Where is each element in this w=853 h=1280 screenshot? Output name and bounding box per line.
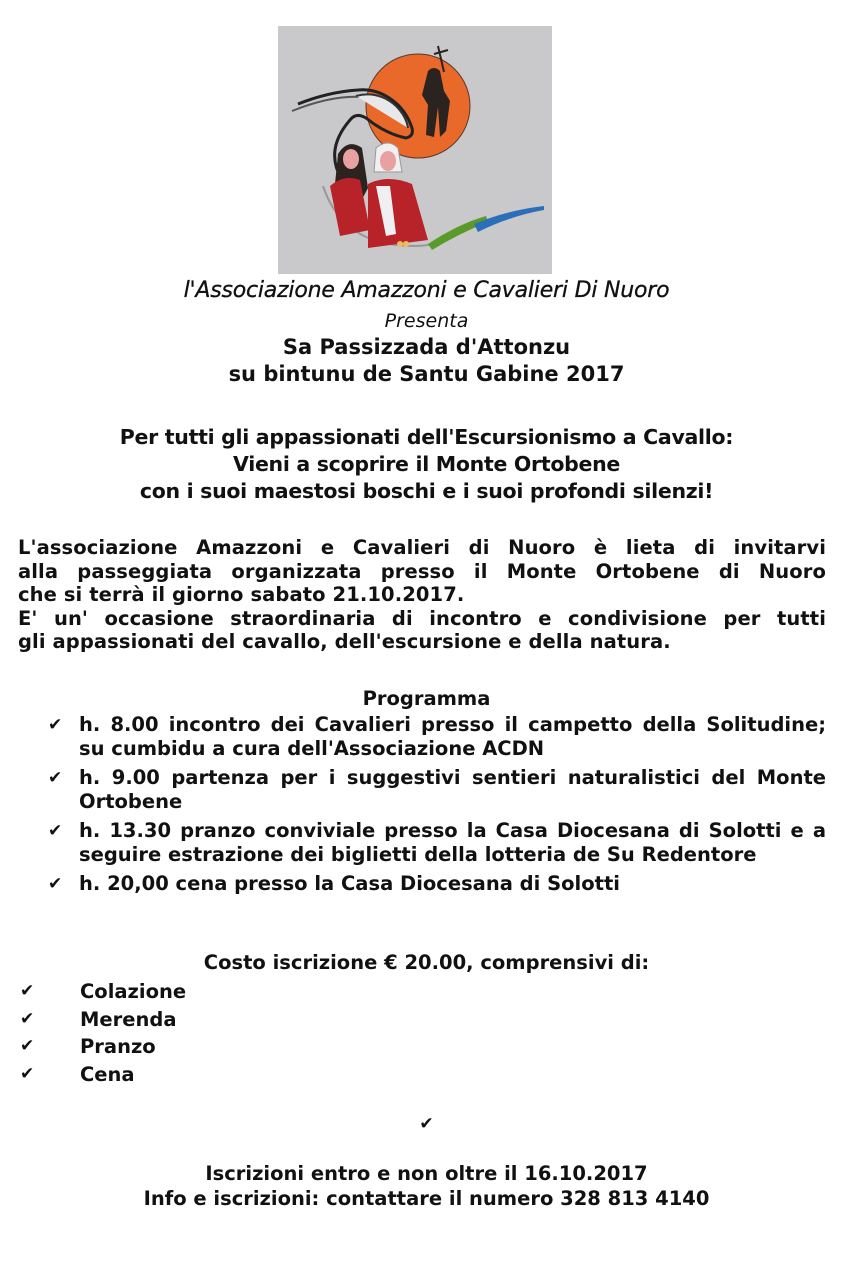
tagline-line1: Per tutti gli appassionati dell'Escursionismo a Cavallo:	[119, 425, 734, 449]
included-item-text: Merenda	[80, 1007, 177, 1031]
horse-rider-logo-icon	[278, 26, 552, 274]
included-item	[18, 1033, 186, 1061]
cost-title: Costo iscrizione € 20.00, comprensivi di:	[203, 951, 650, 974]
association-logo	[278, 26, 552, 274]
event-title	[0, 334, 853, 388]
checkmark-icon: ✔	[20, 981, 35, 1001]
included-item-text: Cena	[80, 1062, 135, 1086]
programma-item-text: h. 8.00 incontro dei Cavalieri presso il campetto della Solitudine; su cumbidu a cura dell'Associazione ACDN	[79, 713, 826, 760]
contact-info: Info e iscrizioni: contattare il numero 328 813 4140	[143, 1187, 710, 1210]
presenta-label: Presenta	[384, 310, 469, 332]
programma-item	[44, 872, 826, 896]
included-item-text: Pranzo	[80, 1035, 156, 1058]
intro-line: alla passeggiata organizzata presso il Monte Ortobene di Nuoro	[18, 559, 826, 583]
programma-title: Programma	[362, 687, 491, 710]
included-item	[18, 1006, 186, 1034]
checkmark-icon: ✔	[20, 1036, 35, 1056]
organization-name: l'Associazione Amazzoni e Cavalieri Di Nuoro	[183, 278, 670, 303]
checkmark-icon: ✔	[419, 1114, 434, 1134]
programma-item	[44, 766, 826, 813]
intro-line: che si terrà il giorno sabato 21.10.2017.	[18, 583, 465, 606]
event-title-line2: su bintunu de Santu Gabine 2017	[228, 362, 625, 386]
programma-item-text: h. 20,00 cena presso la Casa Diocesana di Solotti	[79, 872, 620, 895]
checkmark-icon: ✔	[48, 821, 63, 841]
footer	[0, 1161, 853, 1211]
programma-item	[44, 819, 826, 866]
included-list	[18, 978, 186, 1088]
programma-list	[44, 713, 826, 902]
tagline-line2: Vieni a scoprire il Monte Ortobene	[233, 452, 620, 476]
intro-line: L'associazione Amazzoni e Cavalieri di Nuoro è lieta di invitarvi	[18, 536, 826, 559]
checkmark-icon: ✔	[48, 874, 63, 894]
checkmark-icon: ✔	[20, 1008, 35, 1029]
included-item	[18, 1061, 186, 1089]
included-item	[18, 978, 186, 1006]
intro-line: E' un' occasione straordinaria di incontro e condivisione per tutti	[18, 606, 826, 630]
tagline-line3: con i suoi maestosi boschi e i suoi profondi silenzi!	[139, 479, 714, 503]
checkmark-icon: ✔	[48, 768, 63, 788]
registration-deadline: Iscrizioni entro e non oltre il 16.10.2017	[205, 1162, 648, 1185]
programma-item	[44, 713, 826, 760]
intro-paragraph	[18, 536, 826, 654]
event-title-line1: Sa Passizzada d'Attonzu	[282, 335, 571, 359]
checkmark-icon: ✔	[48, 715, 63, 735]
included-item-text: Colazione	[80, 980, 187, 1003]
programma-item-text: h. 13.30 pranzo conviviale presso la Casa Diocesana di Solotti e a seguire estrazione dei biglietti della lotteria de Su Redentore	[79, 819, 826, 866]
tagline	[0, 424, 853, 505]
programma-item-text: h. 9.00 partenza per i suggestivi sentieri naturalistici del Monte Ortobene	[79, 766, 826, 813]
intro-line: gli appassionati del cavallo, dell'escursione e della natura.	[18, 630, 671, 653]
checkmark-icon: ✔	[20, 1063, 35, 1084]
